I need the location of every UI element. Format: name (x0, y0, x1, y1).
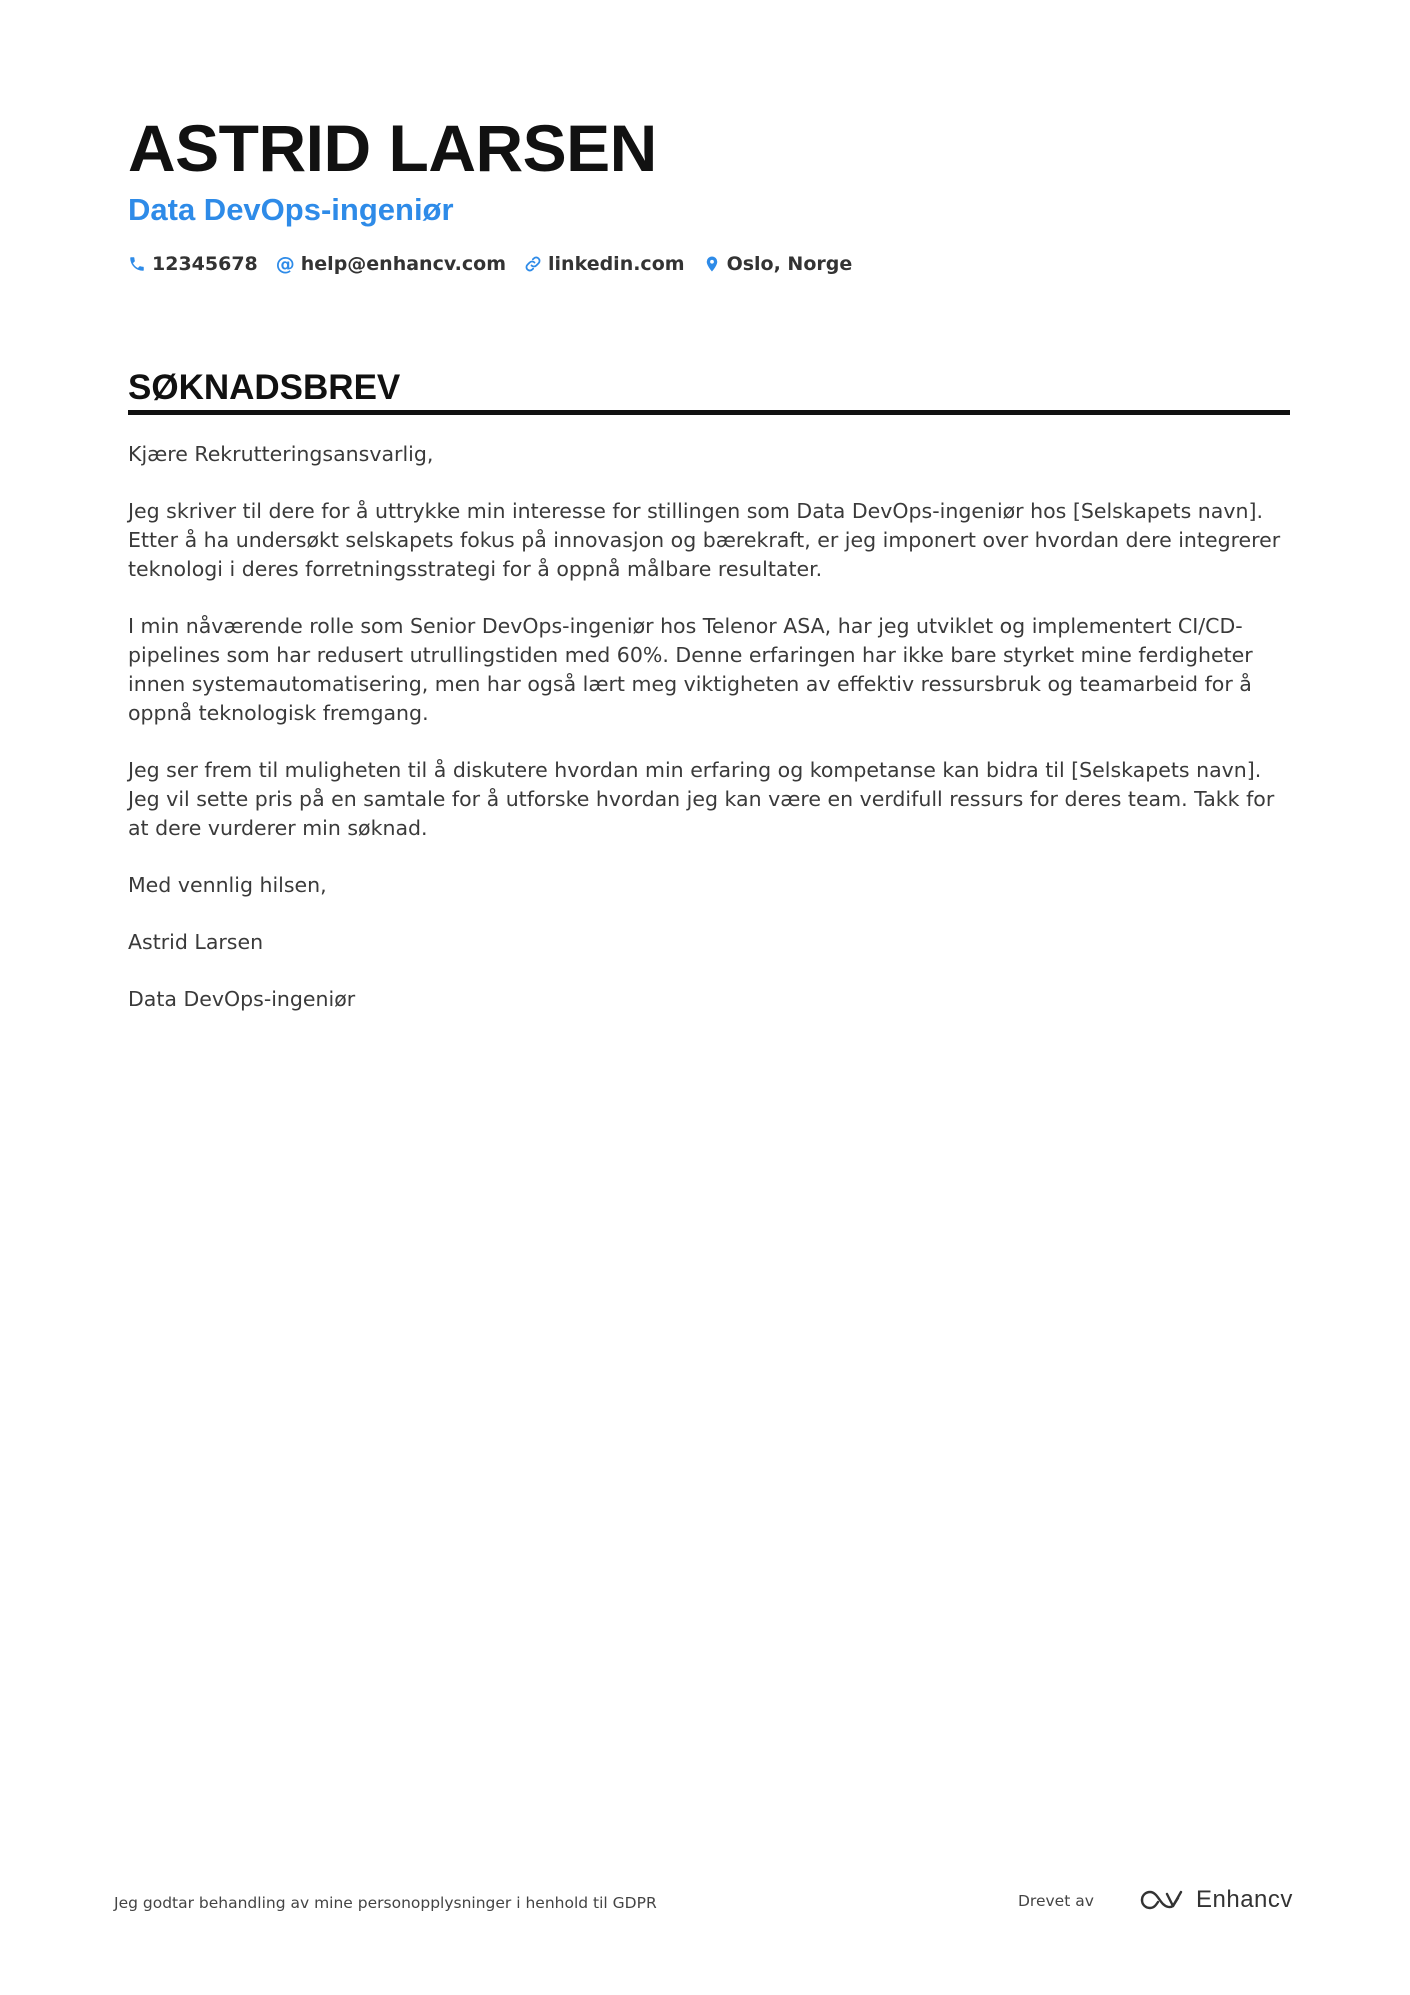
contact-bar (128, 253, 852, 275)
phone-text: 12345678 (152, 253, 258, 275)
location-pin-icon (703, 255, 721, 273)
email-text[interactable]: help@enhancv.com (300, 253, 507, 275)
candidate-name: ASTRID LARSEN (128, 111, 657, 185)
contact-phone (128, 253, 258, 275)
cover-letter-body (128, 440, 1290, 1042)
at-icon: @ (275, 253, 295, 275)
gdpr-consent: Jeg godtar behandling av mine personopplysninger i henhold til GDPR (114, 1894, 657, 1912)
enhancv-logo[interactable] (1138, 1886, 1293, 1914)
letter-closing: Med vennlig hilsen, (128, 873, 327, 897)
enhancv-logo-text: Enhancv (1196, 1886, 1293, 1913)
contact-email[interactable] (276, 253, 506, 275)
letter-greeting: Kjære Rekrutteringsansvarlig, (128, 442, 434, 466)
letter-paragraph: Jeg ser frem til muligheten til å diskutere hvordan min erfaring og kompetanse kan bidra til [Selskapets navn]. Jeg vil sette pris på en samtale for å utforske hvordan jeg kan være en verdifull ressurs for deres team. Takk for at dere vurderer min søknad. (128, 758, 1275, 840)
phone-icon (128, 255, 146, 273)
candidate-title: Data DevOps-ingeniør (128, 192, 454, 227)
location-text: Oslo, Norge (726, 253, 853, 275)
contact-linkedin[interactable] (524, 253, 685, 275)
section-divider (128, 410, 1290, 415)
enhancv-logo-icon (1138, 1887, 1186, 1913)
signature-title: Data DevOps-ingeniør (128, 987, 356, 1011)
linkedin-text[interactable]: linkedin.com (548, 253, 685, 275)
signature-name: Astrid Larsen (128, 930, 264, 954)
contact-location (703, 253, 853, 275)
letter-paragraph: I min nåværende rolle som Senior DevOps-ingeniør hos Telenor ASA, har jeg utviklet og implementert CI/CD-pipelines som har redusert utrullingstiden med 60%. Denne erfaringen har ikke bare styrket mine ferdigheter innen systemautomatisering, men har også lært meg viktigheten av effektiv ressursbruk og teamarbeid for å oppnå teknologisk fremgang. (128, 614, 1253, 725)
letter-paragraph: Jeg skriver til dere for å uttrykke min interesse for stillingen som Data DevOps-ingeniør hos [Selskapets navn]. Etter å ha undersøkt selskapets fokus på innovasjon og bærekraft, er jeg imponert over hvordan dere integrerer teknologi i deres forretningsstrategi for å oppnå målbare resultater. (128, 499, 1281, 581)
section-title: SØKNADSBREV (128, 368, 401, 407)
powered-by-label: Drevet av (1018, 1892, 1094, 1910)
link-icon (524, 255, 542, 273)
